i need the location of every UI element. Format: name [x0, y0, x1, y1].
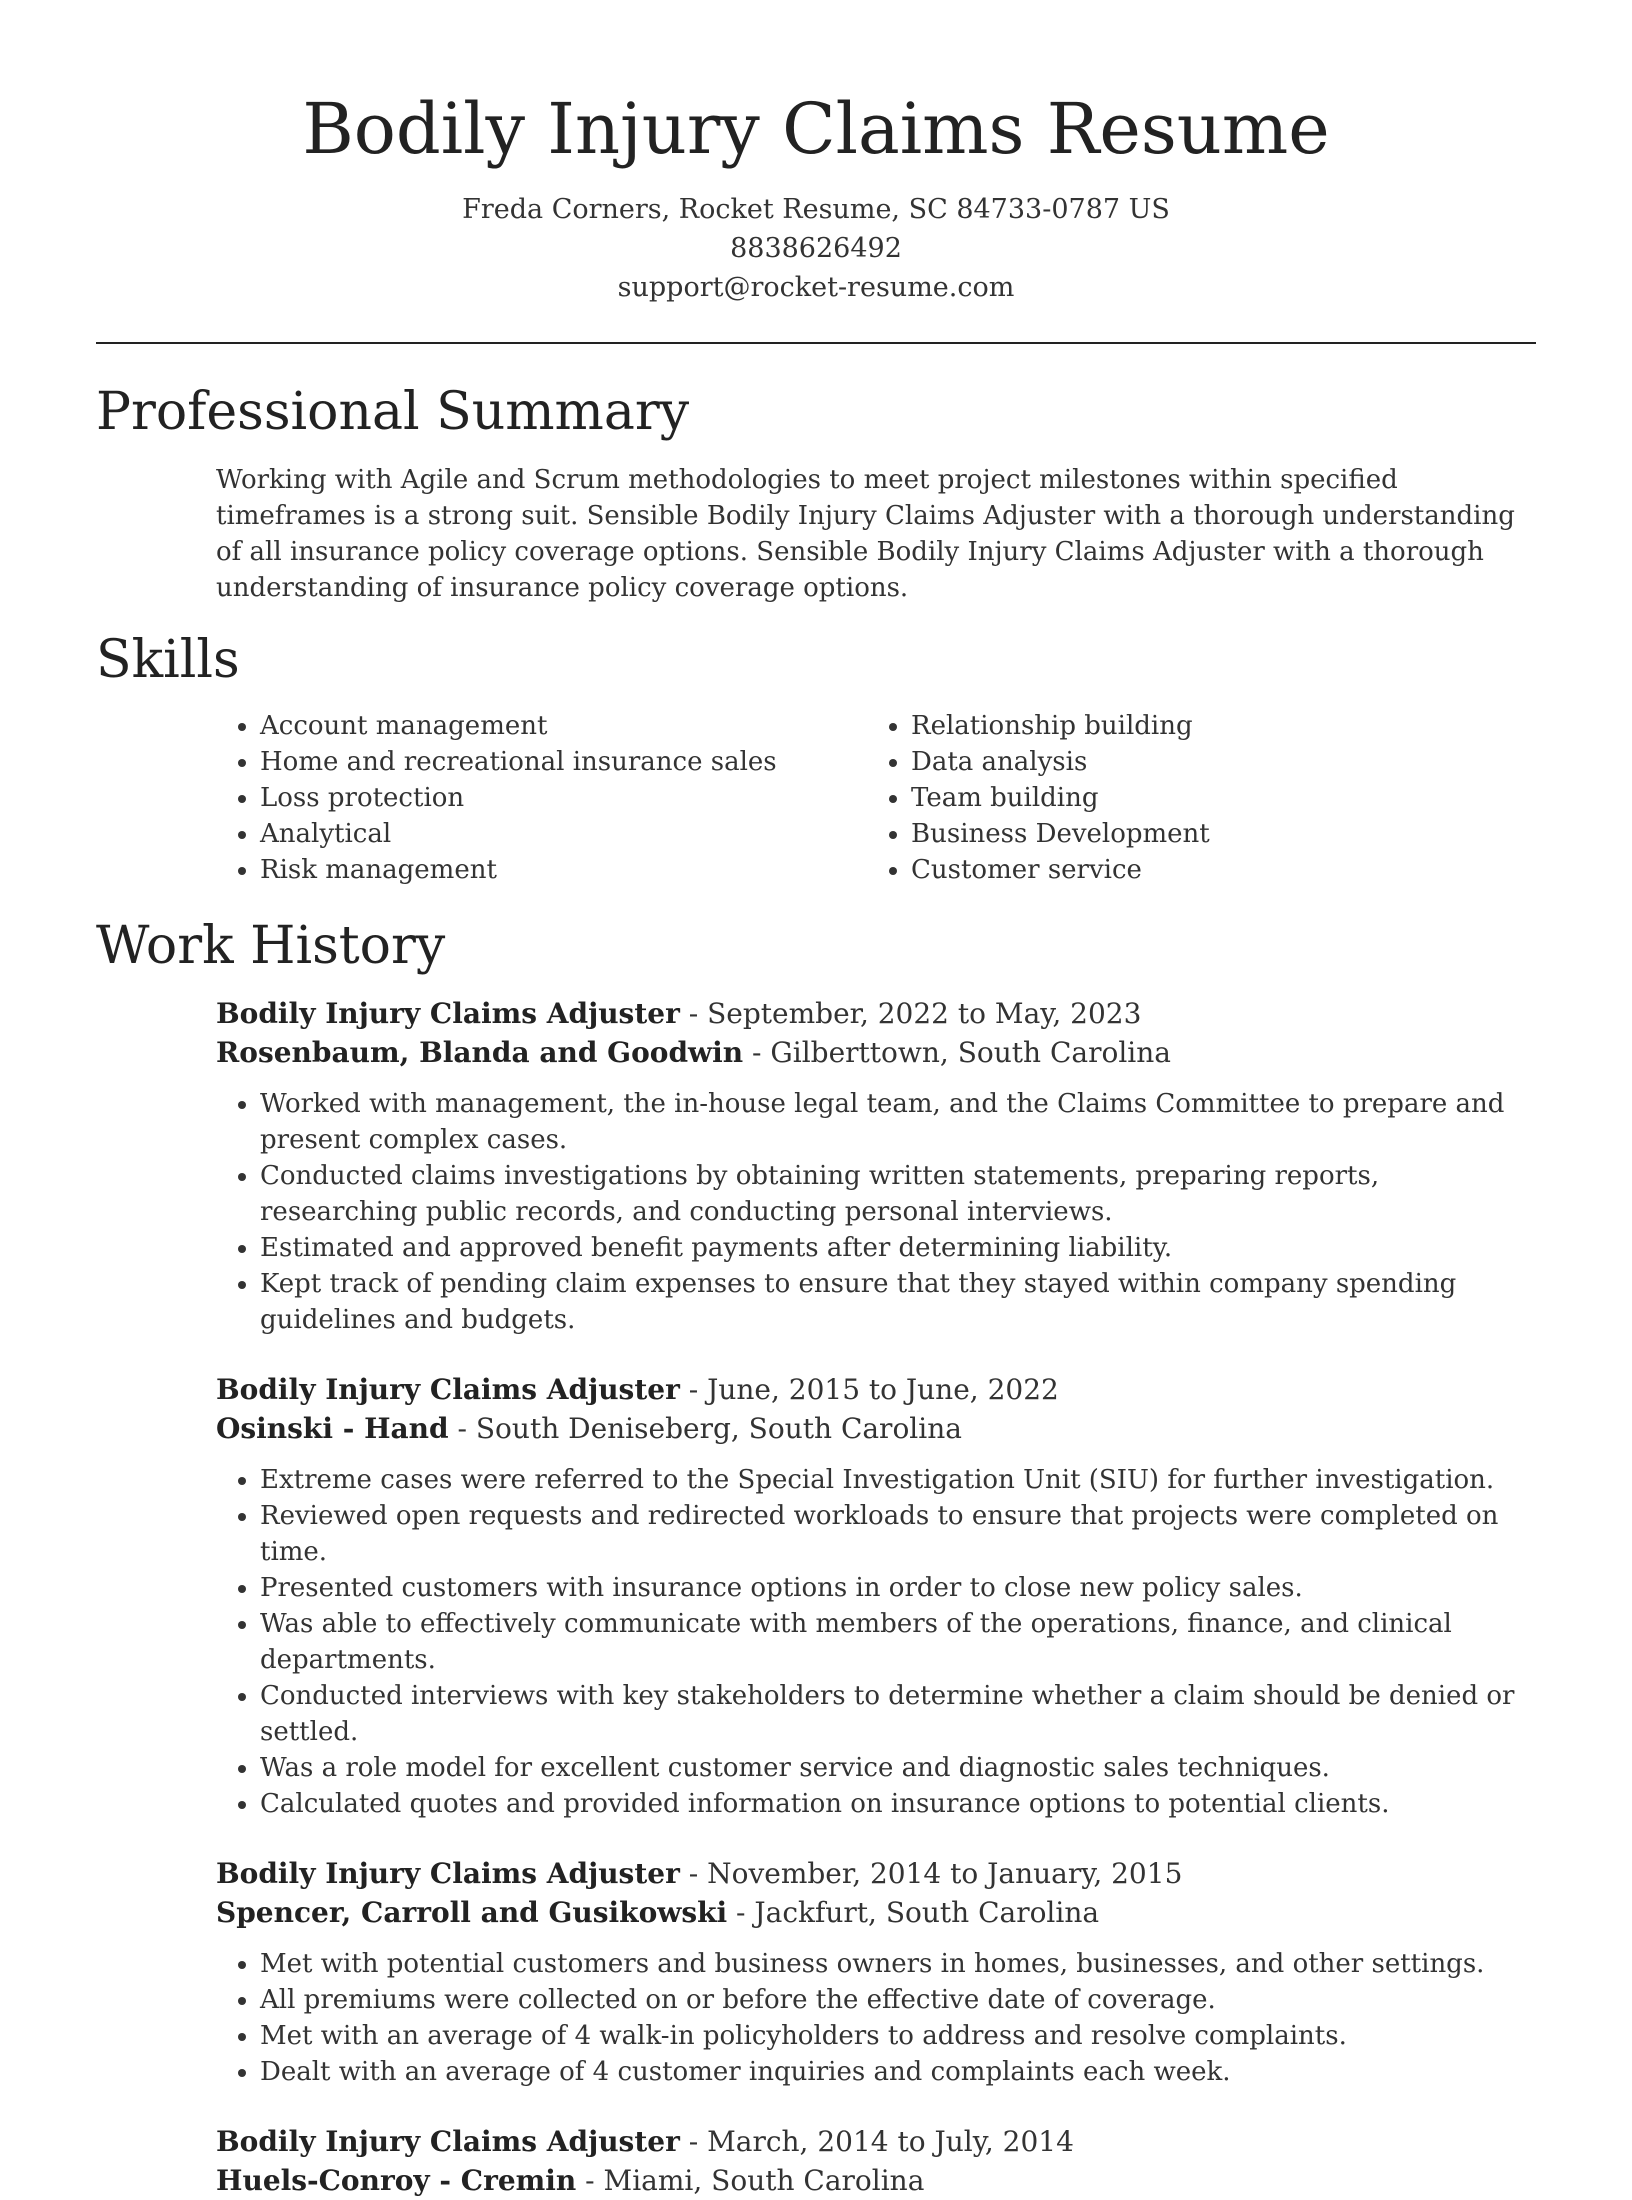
- job-dates: - March, 2014 to July, 2014: [679, 2125, 1074, 2158]
- job-company: Huels-Conroy - Cremin: [216, 2164, 577, 2197]
- summary-heading: Professional Summary: [96, 382, 690, 442]
- skill-item: • Customer service: [911, 852, 1518, 888]
- skills-list-left: [216, 708, 867, 888]
- phone: 8838626492: [730, 233, 902, 264]
- job-title-line: [216, 1854, 1536, 1893]
- job-bullet: • Reviewed open requests and redirected workloads to ensure that projects were completed on time.: [260, 1498, 1536, 1570]
- job-bullet: • Was able to effectively communicate with members of the operations, finance, and clinical departments.: [260, 1606, 1536, 1678]
- skills-section: [96, 628, 1536, 888]
- skill-item: • Home and recreational insurance sales: [260, 744, 867, 780]
- job-title: Bodily Injury Claims Adjuster: [216, 1373, 680, 1406]
- skills-columns: [216, 708, 1536, 888]
- job-title: Bodily Injury Claims Adjuster: [216, 1857, 680, 1890]
- summary-text: Working with Agile and Scrum methodologies to meet project milestones within specified timeframes is a strong suit. Sensible Bodily Injury Claims Adjuster with a thorough understanding of all insurance policy coverage options. Sensible Bodily Injury Claims Adjuster with a thorough understanding of insurance policy coverage options.: [216, 465, 1515, 603]
- job-dates: - November, 2014 to January, 2015: [679, 1857, 1183, 1890]
- job-company-line: [216, 2161, 1536, 2200]
- job-bullet: • Estimated and approved benefit payments after determining liability.: [260, 1230, 1536, 1266]
- job-company-line: [216, 1409, 1536, 1448]
- job-bullet: • Calculated quotes and provided information on insurance options to potential clients.: [260, 1786, 1536, 1822]
- skill-item: • Data analysis: [911, 744, 1518, 780]
- job-title-line: [216, 1370, 1536, 1409]
- job-company: Spencer, Carroll and Gusikowski: [216, 1896, 728, 1929]
- job-location: - South Deniseberg, South Carolina: [448, 1412, 962, 1445]
- job-company: Osinski - Hand: [216, 1412, 449, 1445]
- email: support@rocket-resume.com: [617, 272, 1015, 303]
- skill-item: • Business Development: [911, 816, 1518, 852]
- job-company-line: [216, 1033, 1536, 1072]
- job-dates: - June, 2015 to June, 2022: [679, 1373, 1059, 1406]
- skills-heading: Skills: [96, 630, 240, 690]
- job-location: - Jackfurt, South Carolina: [727, 1896, 1100, 1929]
- job-location: - Miami, South Carolina: [576, 2164, 925, 2197]
- job-dates: - September, 2022 to May, 2023: [679, 997, 1142, 1030]
- jobs-container: [216, 994, 1536, 2200]
- resume-title: Bodily Injury Claims Resume: [302, 88, 1330, 170]
- job-bullets: [216, 1086, 1536, 1338]
- job-bullet: • Presented customers with insurance options in order to close new policy sales.: [260, 1570, 1536, 1606]
- job-bullet: • Dealt with an average of 4 customer inquiries and complaints each week.: [260, 2054, 1536, 2090]
- job-bullet: • Was a role model for excellent customer service and diagnostic sales techniques.: [260, 1750, 1536, 1786]
- contact-block: [0, 190, 1632, 307]
- skill-item: • Relationship building: [911, 708, 1518, 744]
- job-bullet: • Kept track of pending claim expenses to ensure that they stayed within company spending guidelines and budgets.: [260, 1266, 1536, 1338]
- job-location: - Gilberttown, South Carolina: [743, 1036, 1171, 1069]
- summary-section: [96, 380, 1536, 606]
- skill-item: • Analytical: [260, 816, 867, 852]
- job-bullet: • Conducted claims investigations by obtaining written statements, preparing reports, researching public records, and conducting personal interviews.: [260, 1158, 1536, 1230]
- job-entry: [216, 1370, 1536, 1822]
- address: Freda Corners, Rocket Resume, SC 84733-0787 US: [462, 194, 1170, 225]
- header-divider: [96, 342, 1536, 344]
- job-bullets: [216, 1946, 1536, 2090]
- job-title: Bodily Injury Claims Adjuster: [216, 997, 680, 1030]
- job-company: Rosenbaum, Blanda and Goodwin: [216, 1036, 744, 1069]
- skills-list-right: [867, 708, 1518, 888]
- job-bullet: • Conducted interviews with key stakeholders to determine whether a claim should be denied or settled.: [260, 1678, 1536, 1750]
- job-company-line: [216, 1893, 1536, 1932]
- job-bullet: • Extreme cases were referred to the Special Investigation Unit (SIU) for further investigation.: [260, 1462, 1536, 1498]
- job-entry: [216, 2122, 1536, 2200]
- work-history-section: [96, 914, 1536, 2200]
- job-bullet: • All premiums were collected on or before the effective date of coverage.: [260, 1982, 1536, 2018]
- job-entry: [216, 994, 1536, 1338]
- job-bullet: • Met with potential customers and business owners in homes, businesses, and other settings.: [260, 1946, 1536, 1982]
- work-history-heading: Work History: [96, 916, 446, 976]
- job-bullet: • Met with an average of 4 walk-in policyholders to address and resolve complaints.: [260, 2018, 1536, 2054]
- job-title: Bodily Injury Claims Adjuster: [216, 2125, 680, 2158]
- skill-item: • Risk management: [260, 852, 867, 888]
- job-title-line: [216, 2122, 1536, 2161]
- resume-header: [0, 0, 1632, 307]
- skill-item: • Loss protection: [260, 780, 867, 816]
- skill-item: • Account management: [260, 708, 867, 744]
- job-bullet: • Worked with management, the in-house legal team, and the Claims Committee to prepare and present complex cases.: [260, 1086, 1536, 1158]
- skill-item: • Team building: [911, 780, 1518, 816]
- job-title-line: [216, 994, 1536, 1033]
- job-entry: [216, 1854, 1536, 2090]
- job-bullets: [216, 1462, 1536, 1822]
